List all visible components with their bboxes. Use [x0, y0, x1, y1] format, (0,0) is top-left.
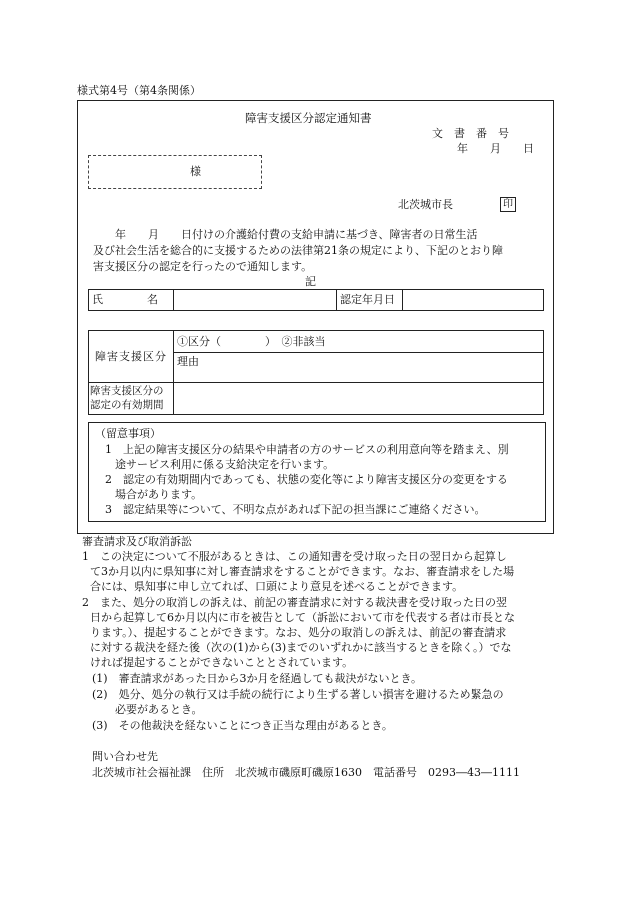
- appeal-sub-3: (3) その他裁決を経ないことにつき正当な理由があるとき。: [92, 719, 393, 732]
- contact-line: 北茨城市社会福祉課 住所 北茨城市磯原町磯原1630 電話番号 0293―43―1111: [92, 766, 520, 779]
- appeal-p1-line-2: て3か月以内に県知事に対し審査請求をすることができます。なお、審査請求をした場: [90, 565, 515, 578]
- support-category-label: 障害支援区分: [89, 331, 174, 383]
- appeal-sub-2-line-2: 必要があるとき。: [115, 703, 203, 716]
- appeal-sub-2-line-1: (2) 処分、処分の執行又は手続の続行により生ずる著しい損害を避けるため緊急の: [92, 688, 504, 701]
- contact-heading: 問い合わせ先: [92, 750, 158, 763]
- seal-label: 印: [500, 197, 516, 212]
- note-1-line-2: 途サービス利用に係る支給決定を行います。: [115, 458, 335, 471]
- certification-date-value: [403, 290, 544, 311]
- support-category-value: ①区分（ ） ②非該当: [174, 331, 544, 353]
- body-line-3: 害支援区分の認定を行ったので通知します。: [93, 260, 313, 273]
- document-number-label: 文 書 番 号: [432, 127, 509, 140]
- name-label: 氏 名: [89, 290, 174, 311]
- validity-label-line-2: 認定の有効期間: [90, 398, 164, 411]
- notes-heading: （留意事項）: [95, 427, 161, 440]
- note-1-line-1: 1 上記の障害支援区分の結果や申請者の方のサービスの利用意向等を踏まえ、別: [105, 443, 509, 456]
- appeal-p2-line-4: に対する裁決を経た後（次の(1)から(3)までのいずれかに該当するときを除く。）でな: [90, 641, 512, 654]
- body-line-2: 及び社会生活を総合的に支援するための法律第21条の規定により、下記のとおり障: [93, 244, 503, 257]
- appeal-p2-line-2: 日から起算して6か月以内に市を被告として（訴訟において市を代表する者は市長とな: [90, 611, 515, 624]
- note-2-line-1: 2 認定の有効期間内であっても、状態の変化等により障害支援区分の変更をする: [105, 473, 508, 486]
- name-value: [174, 290, 337, 311]
- support-category-table: [88, 330, 544, 415]
- issuer-name: 北茨城市長: [398, 198, 453, 211]
- ki-label: 記: [305, 275, 316, 288]
- name-date-table: [88, 289, 544, 311]
- appeal-heading: 審査請求及び取消訴訟: [82, 535, 192, 548]
- date-label: 年 月 日: [457, 142, 534, 155]
- validity-label-line-1: 障害支援区分の: [90, 385, 164, 398]
- note-2-line-2: 場合があります。: [115, 488, 203, 501]
- certification-date-label: 認定年月日: [337, 290, 403, 311]
- document-title: 障害支援区分認定通知書: [245, 111, 372, 125]
- seal-mark: [500, 197, 516, 212]
- addressee-box: [88, 155, 262, 189]
- note-3: 3 認定結果等について、不明な点があれば下記の担当課にご連絡ください。: [105, 503, 486, 516]
- appeal-p1-line-3: 合には、県知事に申し立てれば、口頭により意見を述べることができます。: [90, 580, 464, 593]
- appeal-p2-line-1: 2 また、処分の取消しの訴えは、前記の審査請求に対する裁決書を受け取った日の翌: [82, 596, 507, 609]
- body-line-1: 年 月 日付けの介護給付費の支給申請に基づき、障害者の日常生活: [93, 228, 478, 241]
- appeal-p2-line-3: ります。）、提起することができます。なお、処分の取消しの訴えは、前記の審査請求: [90, 626, 507, 639]
- appeal-sub-1: (1) 審査請求があった日から3か月を経過しても裁決がないとき。: [92, 672, 423, 685]
- reason-label: 理由: [174, 353, 544, 383]
- appeal-p2-line-5: ければ提起することができないこととされています。: [90, 656, 354, 669]
- appeal-p1-line-1: 1 この決定について不服があるときは、この通知書を受け取った日の翌日から起算し: [82, 550, 507, 563]
- form-number: 様式第4号（第4条関係）: [77, 84, 201, 97]
- addressee-suffix: 様: [190, 165, 201, 178]
- validity-period-value: [174, 383, 544, 415]
- validity-period-label: [89, 383, 174, 415]
